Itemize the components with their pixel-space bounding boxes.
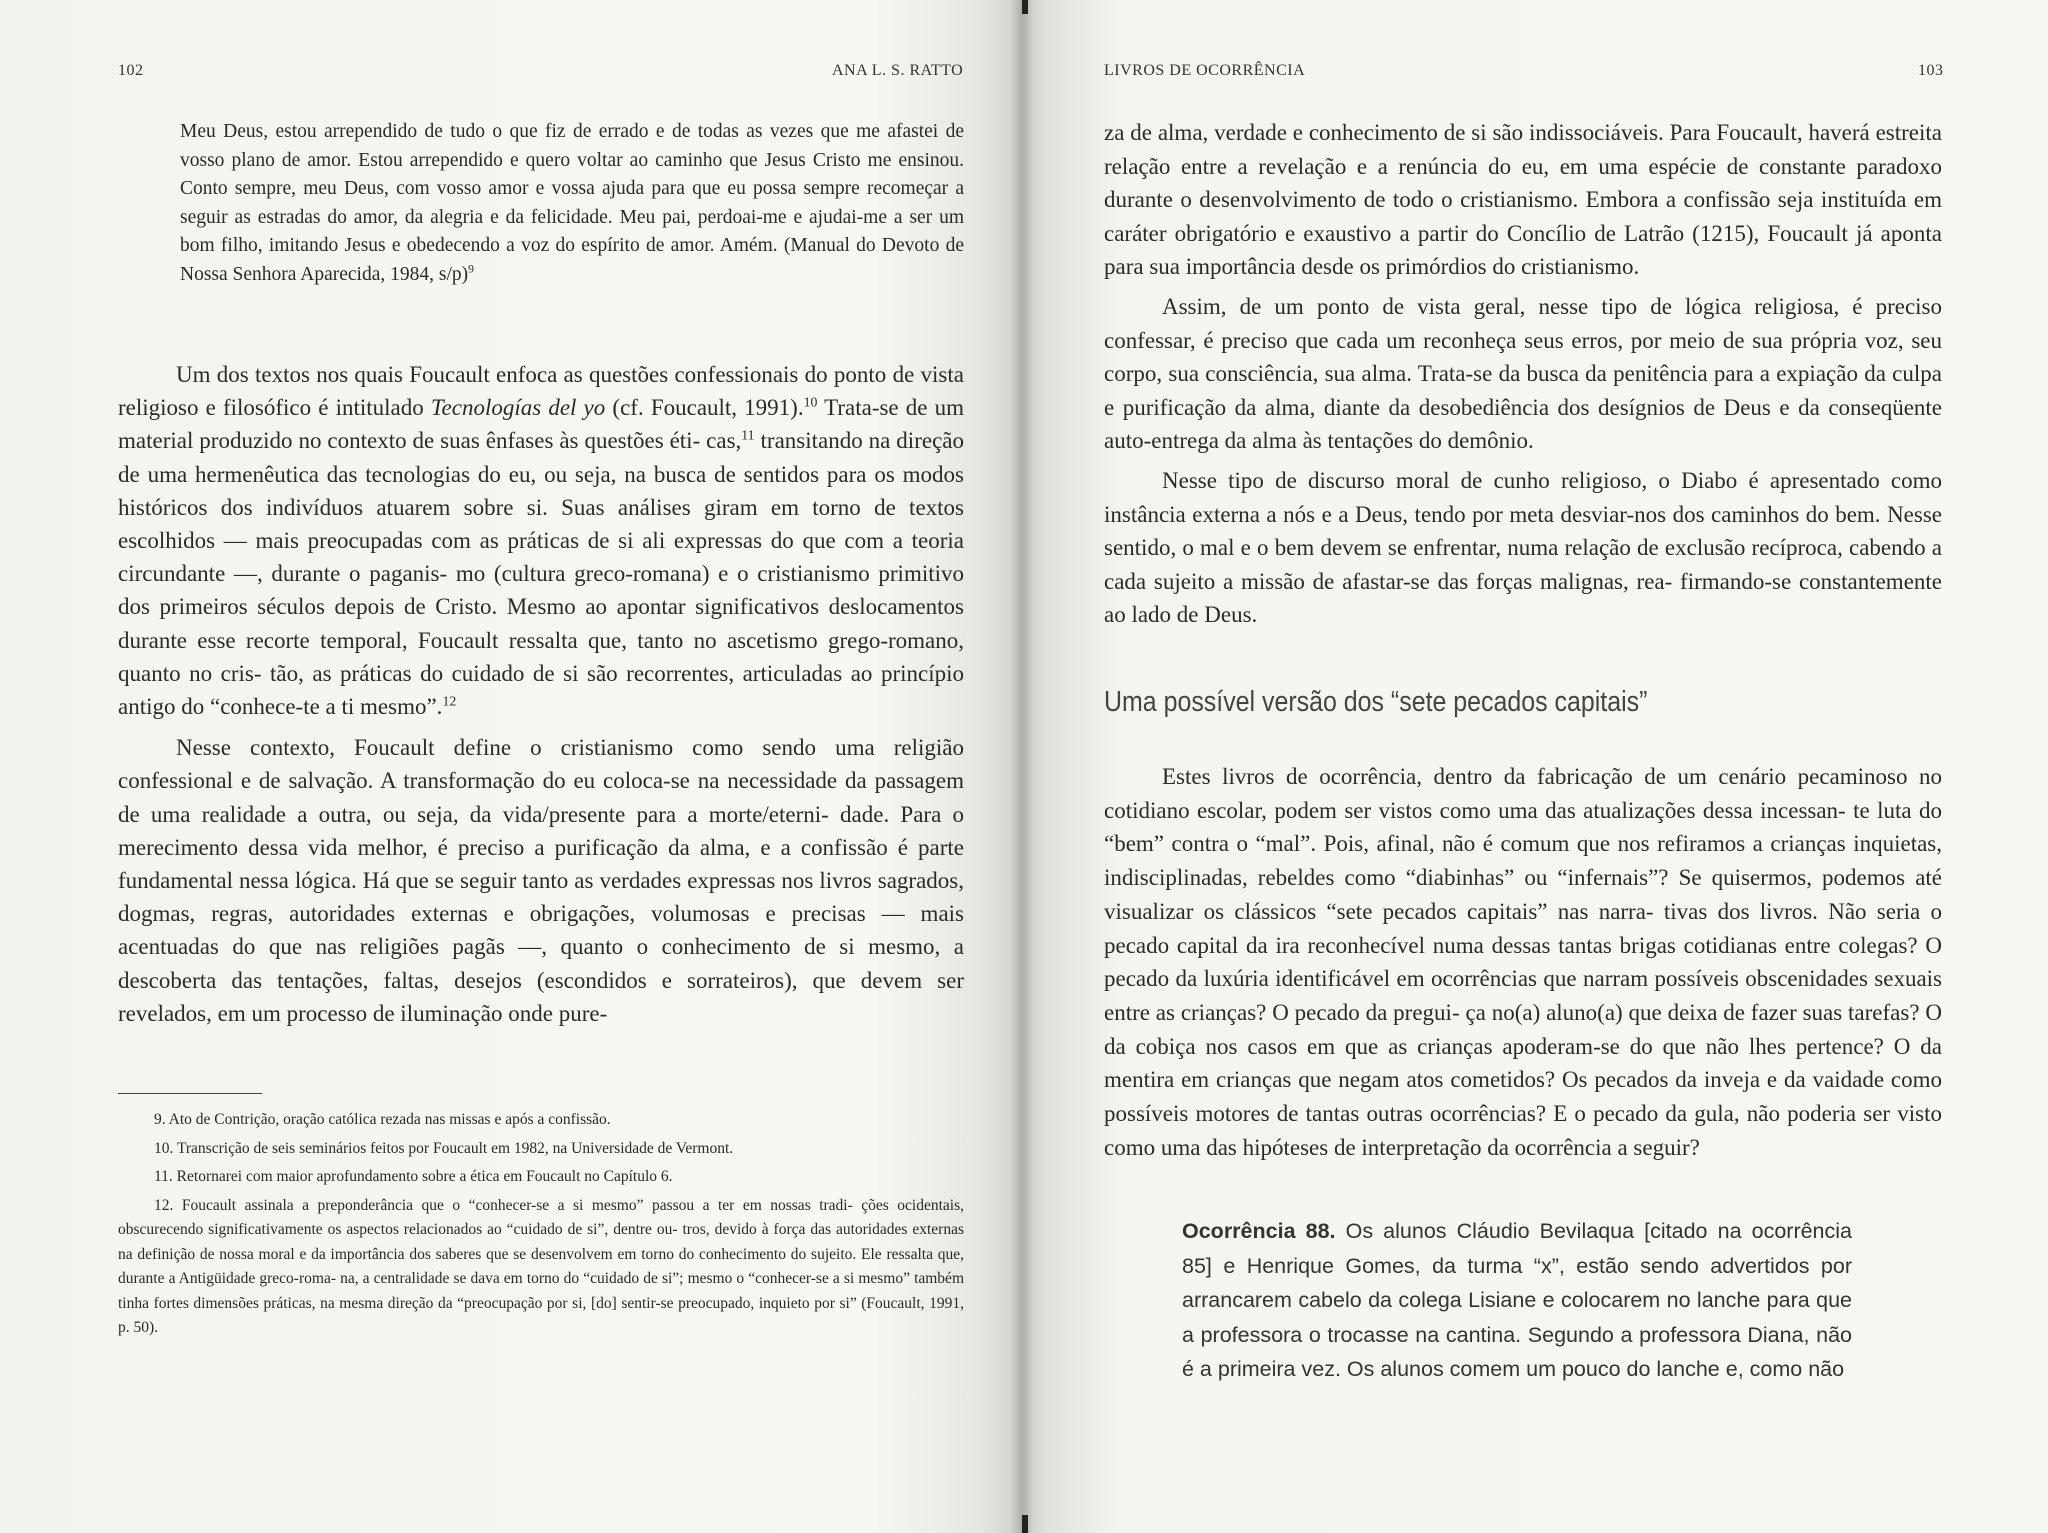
paragraph-text: Um dos textos nos quais Foucault enfoca as questões confessionais do ponto de vista religioso e filosófico é intitulado: [118, 362, 964, 421]
quote-text: Meu Deus, estou arrependido de tudo o que fiz de errado e de todas as vezes que me afastei de vosso plano de amor. Estou arrependido e quero voltar ao caminho que Jesus Cristo me ensinou. Conto sempre, meu Deus, com vosso amor e vossa ajuda para que eu possa sempre recomeçar a seguir as estradas do amor, da alegria e da felicidade. Meu pai, perdoai-me e ajudai-me a ser um bom filho, imitando Jesus e obedecendo a voz do espírito de amor. Amém. (Manual do Devoto de Nossa Senhora Aparecida, 1984, s/p): [180, 121, 964, 285]
paragraph-christianism: Nesse contexto, Foucault define o cristianismo como sendo uma religião confessional e de salvação. A transformação do eu coloca-se na necessidade da passagem de uma realidade a outra, ou seja, da vida/presente para a morte/eterni- dade. Para o merecimento dessa vida melhor, é preciso a purificação da alma, e a confissão é parte fundamental nessa lógica. Há que se seguir tanto as verdades expressas nos livros sagrados, dogmas, regras, autoridades externas e obrigações, volumosas e precisas — mais acentuadas do que nas religiões pagãs —, quanto o conhecimento de si mesmo, a descoberta das tentações, faltas, desejos (escondidos e sorrateiros), que devem ser revelados, em um processo de iluminação onde pure-: [118, 735, 964, 1026]
book-gutter: [1010, 0, 1034, 1533]
occurrence-excerpt: [1182, 1214, 1852, 1387]
book-title: Tecnologías del yo: [430, 395, 606, 421]
left-running-head: ANA L. S. RATTO: [832, 62, 964, 79]
left-body-text: [118, 358, 964, 1030]
occurrence-label: Ocorrência 88.: [1182, 1219, 1336, 1243]
footnote-9: 9. Ato de Contrição, oração católica rezada nas missas e após a confissão.: [154, 1111, 611, 1128]
binding-mark-bottom: [1022, 1515, 1028, 1533]
footnote-12: 12. Foucault assinala a preponderância que o “conhecer-se a si mesmo” passou a ter em nossas tradi- ções ocidentais, obscurecendo significativamente os aspectos relacionados ao “cuidado de si”, dentre ou- tros, devido à força das autoridades externas na definição de nossa moral e da importância dos saberes que se desenvolvem em torno do conhecimento do sujeito. Ele ressalta que, durante a Antigüidade greco-roma- na, a centralidade se dava em torno do “cuidado de si”; mesmo o “conhecer-se a si mesmo” também tinha fortes dimensões práticas, na mesma direção da “preocupação por si, [do] sentir-se preocupado, inquieto por si” (Foucault, 1991, p. 50).: [118, 1196, 964, 1336]
footnote-11: 11. Retornarei com maior aprofundamento sobre a ética em Foucault no Capítulo 6.: [154, 1168, 673, 1185]
footnote-ref-10: 10: [803, 394, 818, 410]
paragraph-confession: Assim, de um ponto de vista geral, nesse tipo de lógica religiosa, é preciso confessar, é preciso que cada um reconheça seus erros, por meio de sua própria voz, seu corpo, sua consciência, sua alma. Trata-se da busca da penitência para a expiação da culpa e purificação da alma, diante da desobediência dos desígnios de Deus e da conseqüente auto-entrega da alma às tentações do demônio.: [1104, 293, 1942, 454]
footnote-ref-12: 12: [442, 693, 457, 709]
section-body-text: [1104, 760, 1942, 1164]
footnote-ref-9: 9: [468, 262, 474, 276]
paragraph-foucault-texts: [118, 358, 964, 723]
prayer-block-quote: [180, 118, 964, 290]
footnote-separator: [118, 1093, 262, 1094]
paragraph-text: transitando na direção de uma hermenêutica das tecnologias do eu, ou seja, na busca de sentidos para os modos históricos dos indivíduos atuarem sobre si. Suas análises giram em torno de textos escolhidos — mais preocupadas com as práticas de si ali expressas do que com a teoria circundante —, durante o paganis- mo (cultura greco-romana) e o cristianismo primitivo dos primeiros séculos depois de Cristo. Mesmo ao apontar significativos deslocamentos durante esse recorte temporal, Foucault ressalta que, tanto no ascetismo grego-romano, quanto no cris- tão, as práticas do cuidado de si são recorrentes, articuladas ao princípio antigo do “conhece-te a ti mesmo”.: [118, 428, 964, 720]
left-page-number: 102: [118, 62, 144, 79]
paragraph-text: Trata-se de um material produzido no contexto de suas ênfases às questões éti- cas,: [118, 395, 965, 454]
right-page-number: 103: [1918, 62, 1944, 79]
paragraph-seven-sins: Estes livros de ocorrência, dentro da fabricação de um cenário pecaminoso no cotidiano escolar, podem ser vistos como uma das atualizações dessa incessan- te luta do “bem” contra o “mal”. Pois, afinal, não é comum que nos refiramos a crianças inquietas, indisciplinadas, rebeldes como “diabinhas” ou “infernais”? Se quisermos, podemos até visualizar os clássicos “sete pecados capitais” nas narra- tivas dos livros. Não seria o pecado capital da ira reconhecível numa dessas tantas brigas cotidianas entre colegas? O pecado da luxúria identificável em ocorrências que narram possíveis obscenidades sexuais entre as crianças? O pecado da pregui- ça no(a) aluno(a) que deixa de fazer suas tarefas? O da cobiça nos casos em que as crianças apoderam-se do que não lhes pertence? O da mentira em crianças que negam atos cometidos? Os pecados da inveja e da vaidade como possíveis motores de tantas outras ocorrências? E o pecado da gula, não poderia ser visto como uma das hipóteses de interpretação da ocorrência a seguir?: [1104, 764, 1942, 1160]
footnote-ref-11: 11: [741, 427, 755, 443]
footnote-10: 10. Transcrição de seis seminários feitos por Foucault em 1982, na Universidade de Vermont.: [154, 1139, 734, 1157]
occurrence-text: Os alunos Cláudio Bevilaqua [citado na ocorrência 85] e Henrique Gomes, da turma “x”, estão sendo advertidos por arrancarem cabelo da colega Lisiane e colocarem no lanche para que a professora o trocasse na cantina. Segundo a professora Diana, não é a primeira vez. Os alunos comem um pouco do lanche e, como não: [1182, 1219, 1853, 1381]
binding-mark-top: [1022, 0, 1028, 14]
right-running-head: LIVROS DE OCORRÊNCIA: [1104, 62, 1306, 79]
right-body-text: [1104, 116, 1942, 632]
paragraph-text: (cf. Foucault, 1991).: [605, 395, 804, 421]
paragraph-continuation: za de alma, verdade e conhecimento de si são indissociáveis. Para Foucault, haverá estreita relação entre a revelação e a renúncia do eu, em uma espécie de constante paradoxo durante o desenvolvimento de todo o cristianismo. Embora a confissão seja instituída em caráter obrigatório e exaustivo a partir do Concílio de Latrão (1215), Foucault já aponta para sua importância desde os primórdios do cristianismo.: [1104, 120, 1942, 280]
footnotes: [118, 1108, 964, 1345]
section-heading: Uma possível versão dos “sete pecados capitais”: [1104, 686, 1648, 718]
paragraph-devil: Nesse tipo de discurso moral de cunho religioso, o Diabo é apresentado como instância externa a nós e a Deus, tendo por meta desviar-nos dos caminhos do bem. Nesse sentido, o mal e o bem devem se enfrentar, numa relação de exclusão recíproca, cabendo a cada sujeito a missão de afastar-se das forças malignas, rea- firmando-se constantemente ao lado de Deus.: [1104, 467, 1942, 628]
